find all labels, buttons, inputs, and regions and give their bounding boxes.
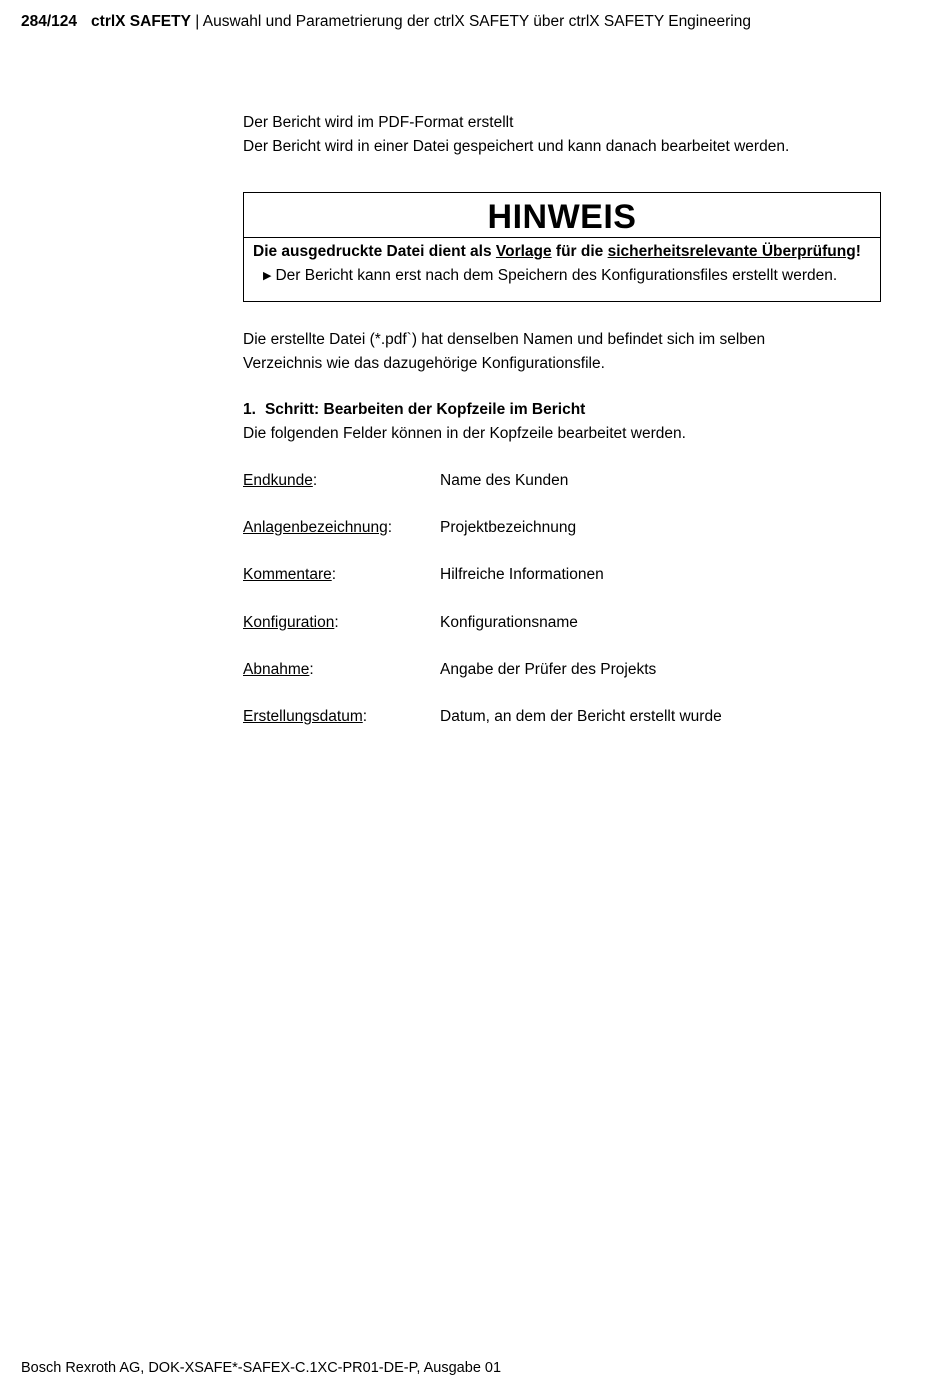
link-erstellungsdatum[interactable]: Erstellungsdatum <box>243 707 363 725</box>
notice-title: HINWEIS <box>244 193 880 238</box>
notice-box <box>243 192 881 302</box>
field-row-konfiguration <box>243 611 883 658</box>
product-name: ctrlX SAFETY <box>91 13 191 30</box>
notice-lead-text-3: ! <box>855 243 861 260</box>
triangle-bullet-icon: ▶ <box>263 269 272 282</box>
field-value: Konfigurationsname <box>440 613 578 631</box>
field-list <box>243 469 883 752</box>
field-colon: : <box>362 707 368 725</box>
main-content <box>243 111 883 752</box>
page-header <box>21 13 751 31</box>
link-konfiguration[interactable]: Konfiguration <box>243 613 335 631</box>
notice-lead <box>253 240 872 264</box>
link-kommentare[interactable]: Kommentare <box>243 566 332 584</box>
field-colon: : <box>334 613 339 631</box>
field-row-kommentare <box>243 563 883 610</box>
field-row-erstellungsdatum <box>243 705 883 752</box>
field-row-abnahme <box>243 658 883 705</box>
intro-line-1: Der Bericht wird im PDF-Format erstellt <box>243 114 514 131</box>
file-info-line-2: Verzeichnis wie das dazugehörige Konfigurationsfile. <box>243 354 605 372</box>
intro-line-2: Der Bericht wird in einer Datei gespeichert und kann danach bearbeitet werden. <box>243 137 790 155</box>
link-endkunde[interactable]: Endkunde <box>243 472 313 489</box>
step-description: Die folgenden Felder können in der Kopfzeile bearbeitet werden. <box>243 424 686 442</box>
notice-item <box>253 264 872 289</box>
field-colon: : <box>312 472 318 489</box>
link-abnahme[interactable]: Abnahme <box>243 660 310 678</box>
field-value: Projektbezeichnung <box>440 519 577 537</box>
step-section <box>243 398 883 445</box>
notice-lead-text-2: für die <box>551 243 608 260</box>
field-value: Hilfreiche Informationen <box>440 566 604 584</box>
file-info-paragraph <box>243 328 883 375</box>
page-footer: Bosch Rexroth AG, DOK-XSAFE*-SAFEX-C.1XC-PR01-DE-P, Ausgabe 01 <box>21 1360 502 1376</box>
step-title: Schritt: Bearbeiten der Kopfzeile im Bericht <box>264 401 586 418</box>
field-value: Datum, an dem der Bericht erstellt wurde <box>440 707 722 725</box>
field-colon: : <box>387 519 393 537</box>
link-anlagenbezeichnung[interactable]: Anlagenbezeichnung <box>243 519 388 537</box>
page-number: 284/124 <box>21 13 78 30</box>
header-separator: | <box>190 13 203 30</box>
field-colon: : <box>331 566 337 584</box>
notice-lead-text-1: Die ausgedruckte Datei dient als <box>253 243 496 260</box>
intro-paragraph <box>243 111 883 158</box>
field-row-anlagenbezeichnung <box>243 516 883 563</box>
notice-body <box>244 238 880 288</box>
chapter-title: Auswahl und Parametrierung der ctrlX SAFETY über ctrlX SAFETY Engineering <box>202 13 751 30</box>
step-number: 1. <box>243 401 256 418</box>
field-row-endkunde <box>243 469 883 516</box>
notice-item-text: Der Bericht kann erst nach dem Speichern des Konfigurationsfiles erstellt werden. <box>275 266 838 284</box>
link-sicherheitsrelevante-ueberpruefung[interactable]: sicherheitsrelevante Überprüfung <box>607 243 856 260</box>
field-value: Angabe der Prüfer des Projekts <box>440 660 657 678</box>
file-info-line-1: Die erstellte Datei (*.pdf`) hat denselben Namen und befindet sich im selben <box>243 331 766 348</box>
step-heading <box>243 398 883 422</box>
link-vorlage[interactable]: Vorlage <box>495 243 552 260</box>
field-value: Name des Kunden <box>440 472 569 489</box>
field-colon: : <box>309 660 314 678</box>
